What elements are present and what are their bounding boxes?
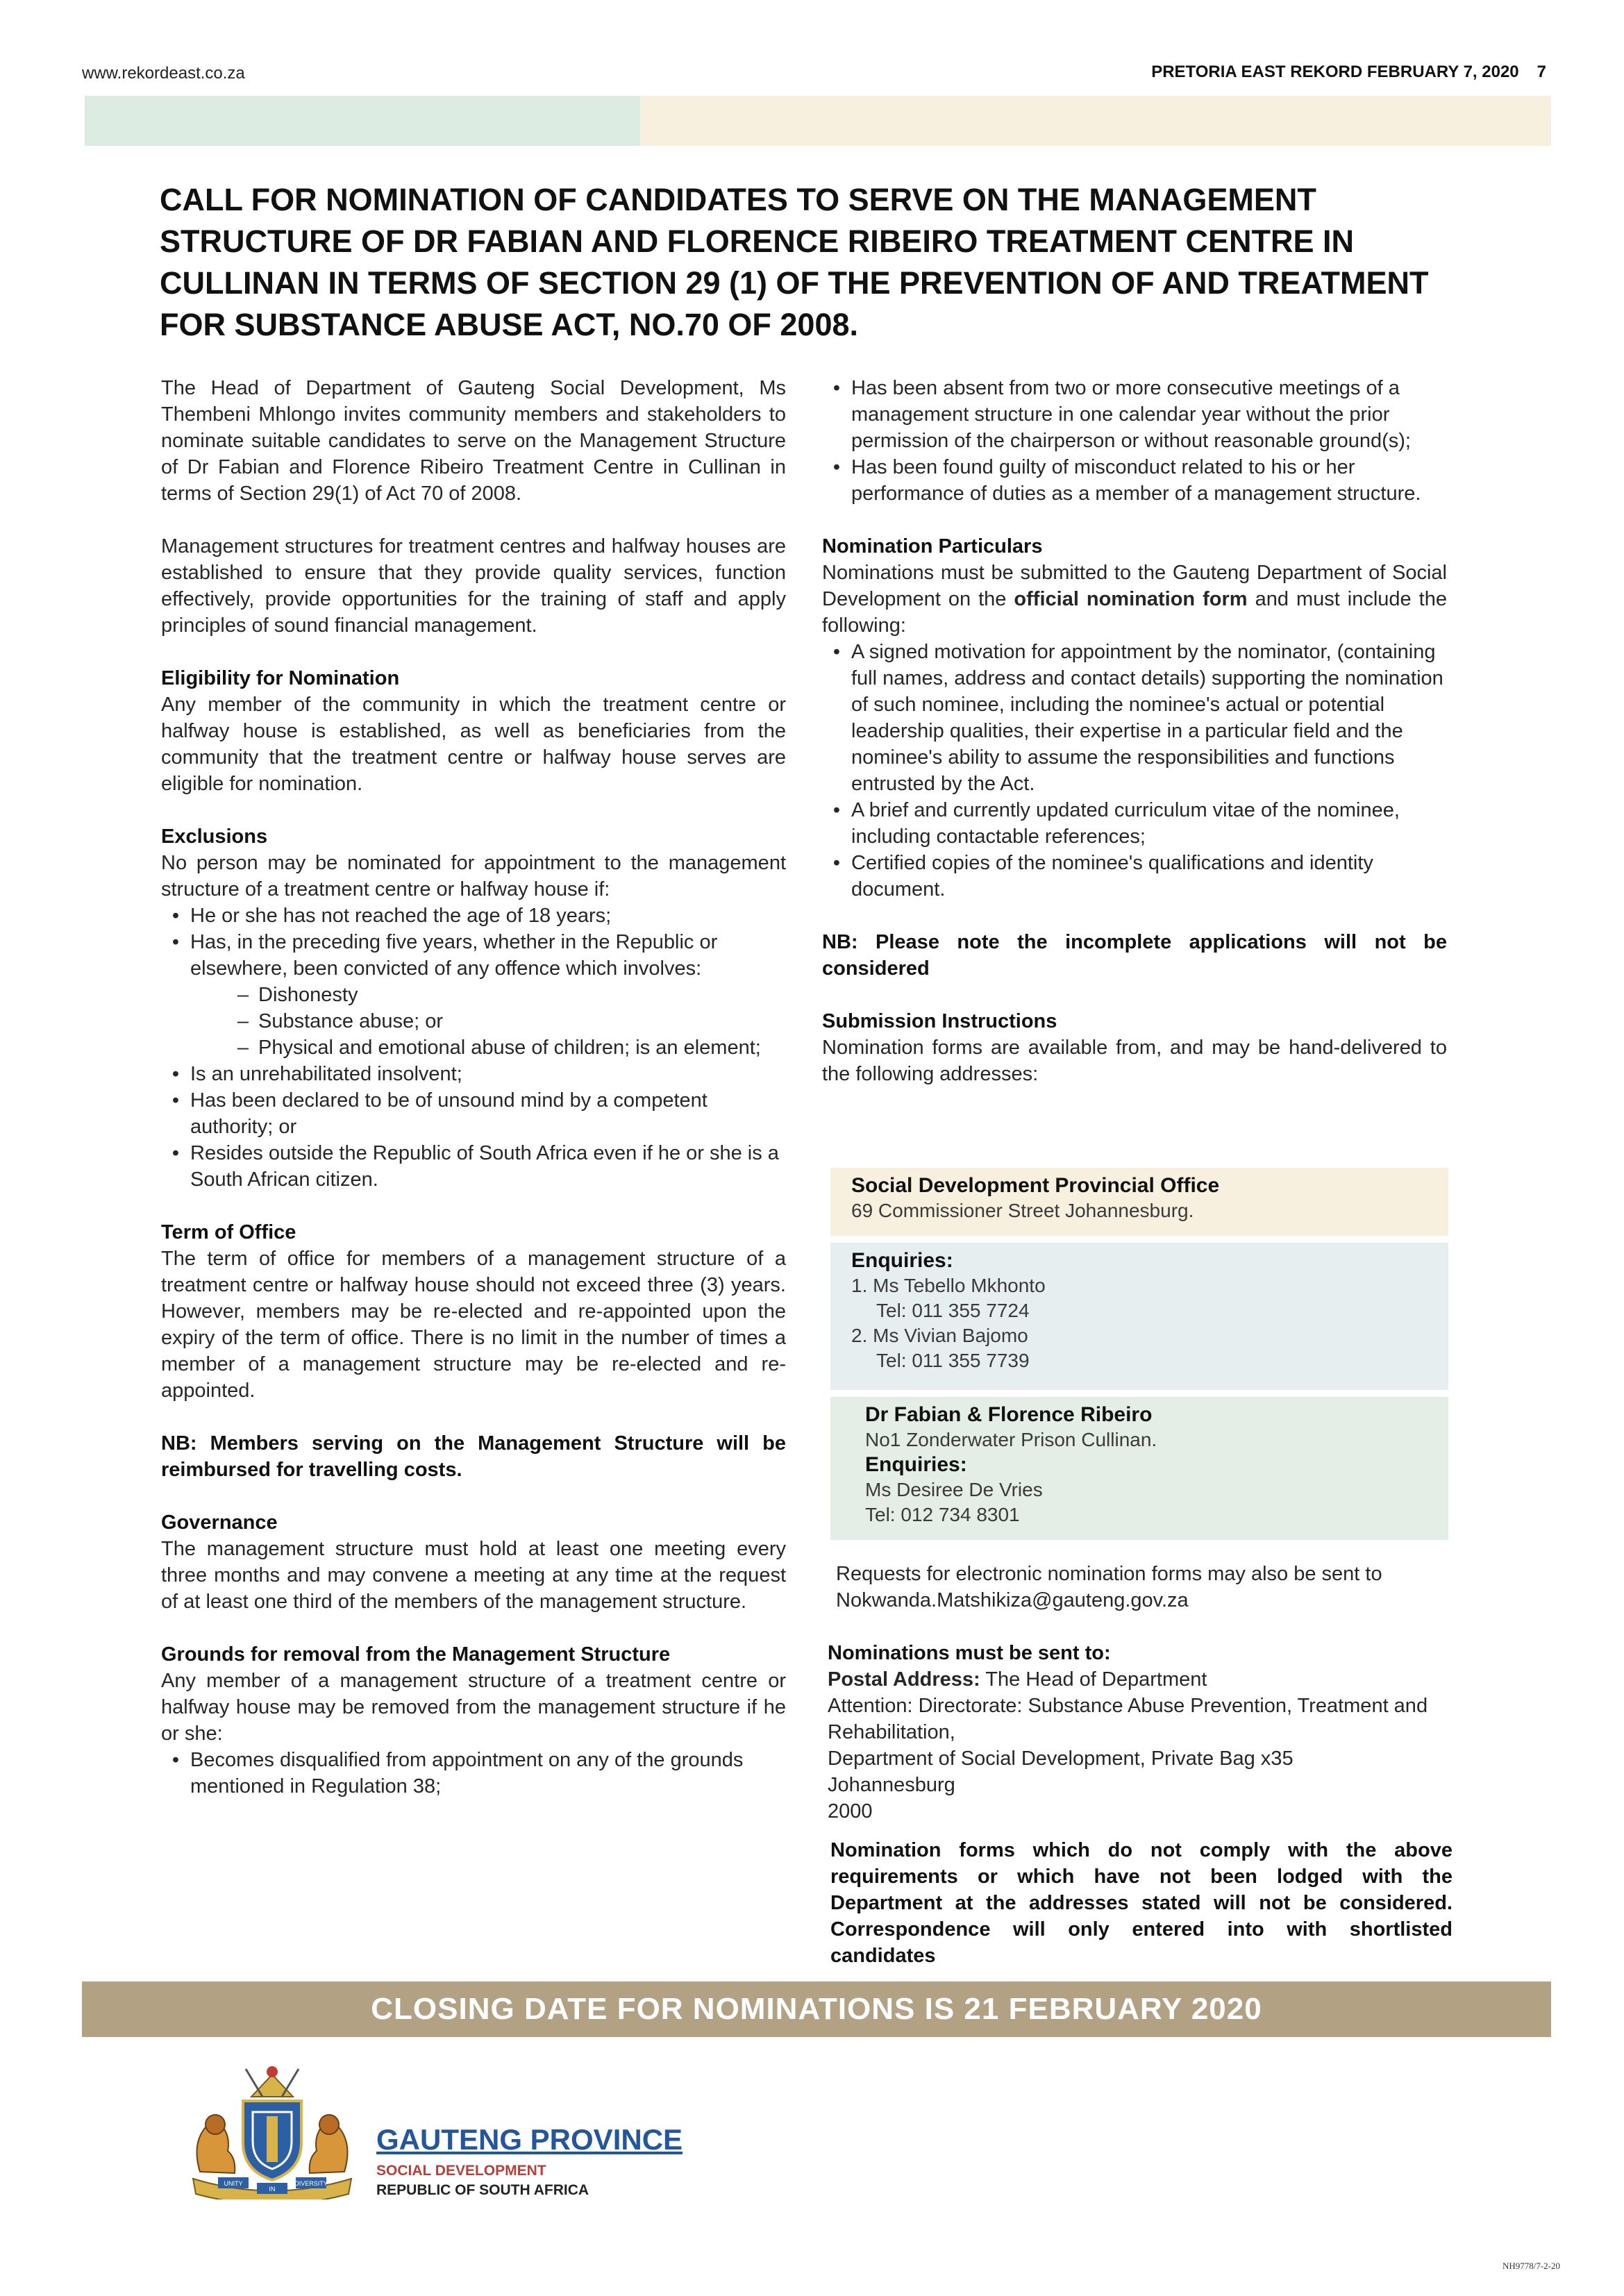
publication-header — [1151, 62, 1546, 82]
centre-enquiries-label: Enquiries: — [865, 1453, 967, 1476]
exclusion-item: • Has, in the preceding five years, whether in the Republic or elsewhere, been convicted of any offence which involves: — [171, 931, 718, 980]
removal-item: • Has been absent from two or more consecutive meetings of a management structure in one calendar year without the prior permission of the chairperson or without reasonable ground(s); — [832, 377, 1411, 452]
advert-reference: NH9778/7-2-20 — [1502, 2261, 1560, 2271]
postal-code: 2000 — [828, 1800, 873, 1822]
particulars-item: • A signed motivation for appointment by the nominator, (containing full names, address and contact details) supporting the nomination of such nominee, including the nominee's actual or potential leadership qualities, their expertise in a particular field and the nominee's ability to assume the responsibilities and functions entrusted by the Act. — [832, 641, 1443, 795]
removal-item: • Becomes disqualified from appointment on any of the grounds mentioned in Regulation 38; — [171, 1749, 744, 1798]
eligibility-heading: Eligibility for Nomination — [161, 667, 400, 689]
send-to-section — [828, 1561, 1453, 1825]
nb-members-note: NB: Members serving on the Management Structure will be reimbursed for travelling costs. — [161, 1432, 786, 1481]
city-line: Johannesburg — [828, 1774, 955, 1796]
term-heading: Term of Office — [161, 1221, 296, 1243]
intro-paragraph: The Head of Department of Gauteng Social Development, Ms Thembeni Mhlongo invites community members and stakeholders to nominate suitable candidates to serve on the Management Structure of Dr Fabian and Florence Ribeiro Treatment Centre in Cullinan in terms of Section 29(1) of Act 70 of 2008. — [161, 377, 786, 505]
eligibility-paragraph: Any member of the community in which the treatment centre or halfway house is established, as well as beneficiaries from the community that the treatment centre or halfway house serves are eligible for nomination. — [161, 694, 786, 795]
removal-item: • Has been found guilty of misconduct related to his or her performance of duties as a member of a management structure. — [832, 456, 1421, 505]
final-compliance-note: Nomination forms which do not comply with the above requirements or which have not been lodged with the Department at the addresses stated will not be considered. Correspondence will only entered into with shortlisted candidates — [830, 1839, 1453, 1967]
provincial-office-address: 69 Commissioner Street Johannesburg. — [851, 1200, 1194, 1221]
electronic-request-note: Requests for electronic nomination forms may also be sent to Nokwanda.Matshikiza@gauteng.gov.za — [836, 1563, 1382, 1611]
contact-2-name: 2. Ms Vivian Bajomo — [851, 1325, 1028, 1346]
particulars-heading: Nomination Particulars — [822, 535, 1043, 558]
header-band-cream — [640, 96, 1551, 146]
enquiries-box — [830, 1243, 1448, 1390]
republic-label: REPUBLIC OF SOUTH AFRICA — [376, 2182, 589, 2198]
exclusion-item: • Is an unrehabilitated insolvent; — [171, 1063, 462, 1085]
publication-name: PRETORIA EAST REKORD FEBRUARY 7, 2020 — [1151, 62, 1519, 81]
structures-paragraph: Management structures for treatment centres and halfway houses are established to ensure that they provide quality services, function effectively, provide opportunities for the training of staff and apply principles of sound financial management. — [161, 535, 786, 637]
exclusions-paragraph: No person may be nominated for appointment to the management structure of a treatment centre or halfway house if: — [161, 852, 786, 900]
removal-heading: Grounds for removal from the Management Structure — [161, 1643, 671, 1666]
page-number: 7 — [1537, 62, 1546, 81]
governance-paragraph: The management structure must hold at least one meeting every three months and may convene a meeting at any time at the request of at least one third of the members of the management structure. — [161, 1538, 786, 1613]
gauteng-province-name: GAUTENG PROVINCE — [376, 2123, 683, 2156]
enquiries-label: Enquiries: — [851, 1249, 953, 1272]
motto-diversity: DIVERSITY — [294, 2180, 328, 2187]
governance-heading: Governance — [161, 1511, 278, 1534]
exclusions-heading: Exclusions — [161, 826, 268, 848]
particulars-item: • Certified copies of the nominee's qualifications and identity document. — [832, 852, 1373, 900]
submission-paragraph: Nomination forms are available from, and may be hand-delivered to the following addresses: — [822, 1037, 1447, 1085]
particulars-item: • A brief and currently updated curriculum vitae of the nominee, including contactable references; — [832, 799, 1400, 848]
submission-heading: Submission Instructions — [822, 1010, 1057, 1032]
attention-line: Attention: Directorate: Substance Abuse Prevention, Treatment and Rehabilitation, — [828, 1695, 1428, 1743]
treatment-centre-box — [830, 1397, 1448, 1540]
send-to-heading: Nominations must be sent to: — [828, 1642, 1111, 1664]
motto-in: IN — [269, 2186, 276, 2193]
motto-unity: UNITY — [224, 2180, 243, 2187]
closing-date-banner: CLOSING DATE FOR NOMINATIONS IS 21 FEBRUARY 2020 — [82, 1981, 1551, 2037]
nb-incomplete-note: NB: Please note the incomplete applications will not be considered — [822, 931, 1447, 980]
exclusion-subitem: – Dishonesty — [237, 984, 358, 1006]
official-form-emphasis: official nomination form — [1014, 588, 1248, 610]
exclusion-item: • He or she has not reached the age of 18 years; — [171, 905, 612, 927]
exclusion-item: • Has been declared to be of unsound mind by a competent authority; or — [171, 1089, 708, 1138]
contact-2-tel: Tel: 011 355 7739 — [876, 1350, 1030, 1371]
centre-address: No1 Zonderwater Prison Cullinan. — [865, 1429, 1157, 1450]
exclusion-subitem: – Physical and emotional abuse of children; is an element; — [237, 1037, 761, 1059]
removal-paragraph: Any member of a management structure of a treatment centre or halfway house may be removed from the management structure if he or she: — [161, 1670, 786, 1745]
particulars-paragraph: Nominations must be submitted to the Gauteng Department of Social Development on the official nomination form and must include the following: — [822, 562, 1447, 637]
centre-name: Dr Fabian & Florence Ribeiro — [865, 1403, 1153, 1426]
notice-title: CALL FOR NOMINATION OF CANDIDATES TO SERVE ON THE MANAGEMENT STRUCTURE OF DR FABIAN AND FLORENCE RIBEIRO TREATMENT CENTRE IN CULLINAN IN TERMS OF SECTION 29 (1) OF THE PREVENTION OF AND TREATMENT FOR SUBSTANCE ABUSE ACT, NO.70 OF 2008. — [160, 182, 1429, 342]
contact-1-name: 1. Ms Tebello Mkhonto — [851, 1275, 1046, 1296]
exclusion-item: • Resides outside the Republic of South Africa even if he or she is a South African citizen. — [171, 1142, 779, 1191]
postal-address: Postal Address: The Head of Department — [828, 1668, 1207, 1691]
right-column — [822, 375, 1447, 1087]
exclusion-subitem: – Substance abuse; or — [237, 1010, 444, 1032]
gauteng-crest-logo — [179, 2061, 365, 2199]
contact-1-tel: Tel: 011 355 7724 — [876, 1300, 1030, 1321]
header-band-green — [85, 96, 640, 146]
centre-contact-name: Ms Desiree De Vries — [865, 1479, 1043, 1500]
term-paragraph: The term of office for members of a management structure of a treatment centre or halfway house should not exceed three (3) years. However, members may be re-elected and re-appointed upon the expiry of the term of office. There is no limit in the number of times a member of a management structure may be re-elected and re-appointed. — [161, 1248, 786, 1402]
website-url: www.rekordeast.co.za — [82, 64, 245, 83]
provincial-office-box — [830, 1168, 1448, 1236]
department-line: Department of Social Development, Private Bag x35 — [828, 1748, 1294, 1770]
provincial-office-name: Social Development Provincial Office — [851, 1174, 1220, 1197]
social-development-label: SOCIAL DEVELOPMENT — [376, 2163, 546, 2179]
left-column — [161, 375, 786, 1800]
centre-contact-tel: Tel: 012 734 8301 — [865, 1504, 1020, 1525]
